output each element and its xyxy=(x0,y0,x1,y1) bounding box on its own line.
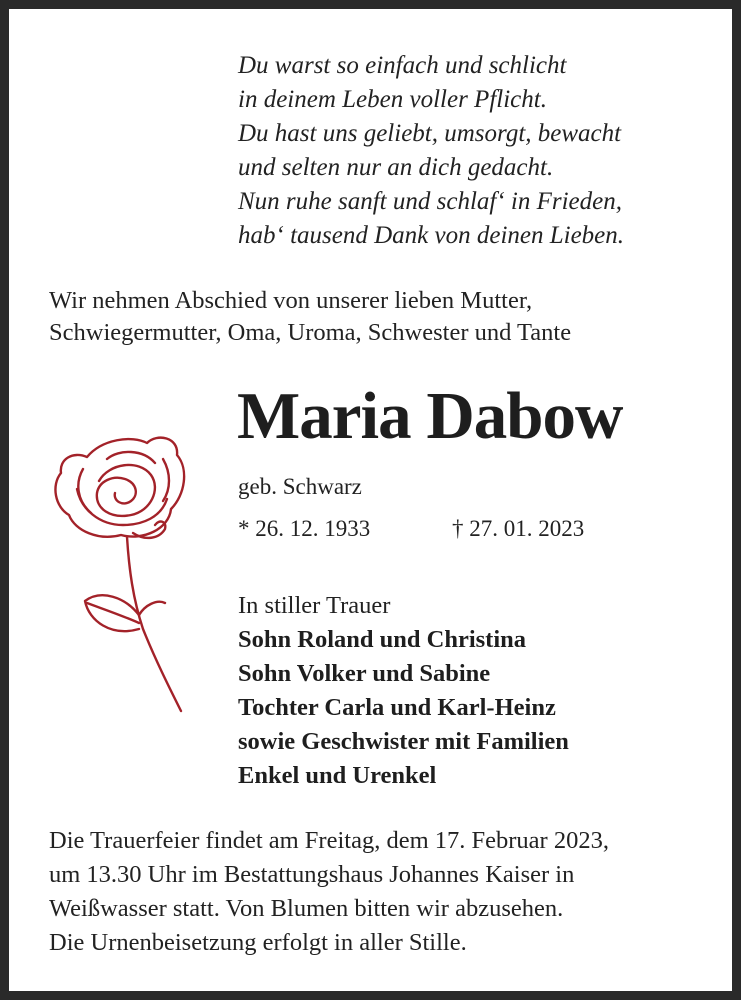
deceased-name: Maria Dabow xyxy=(237,379,623,453)
poem-line: und selten nur an dich gedacht. xyxy=(238,154,554,181)
poem-line: hab‘ tausend Dank von deinen Lieben. xyxy=(238,222,625,249)
mourner-entry: Sohn Roland und Christina xyxy=(238,626,527,653)
mourner-entry: Sohn Volker und Sabine xyxy=(238,660,491,687)
rose-icon xyxy=(47,429,197,719)
mourner-entry: Enkel und Urenkel xyxy=(238,762,437,789)
death-date: † 27. 01. 2023 xyxy=(452,516,585,541)
mourner-entry: Tochter Carla und Karl-Heinz xyxy=(238,694,556,721)
funeral-notice xyxy=(49,824,609,960)
poem-line: Nun ruhe sanft und schlaf‘ in Frieden, xyxy=(238,188,622,215)
life-dates xyxy=(238,516,585,542)
poem-line: Du hast uns geliebt, umsorgt, bewacht xyxy=(238,120,622,147)
poem xyxy=(238,49,624,253)
birth-name: geb. Schwarz xyxy=(238,474,362,499)
notice-line: Die Trauerfeier findet am Freitag, dem 17. Februar 2023, xyxy=(49,827,609,854)
birth-date: * 26. 12. 1933 xyxy=(238,516,371,541)
mourners-heading: In stiller Trauer xyxy=(238,592,391,619)
mourner-entry: sowie Geschwister mit Familien xyxy=(238,728,569,755)
mourners-block xyxy=(238,589,569,793)
poem-line: in deinem Leben voller Pflicht. xyxy=(238,86,547,113)
poem-line: Du warst so einfach und schlicht xyxy=(238,52,567,79)
notice-line: Die Urnenbeisetzung erfolgt in aller Stille. xyxy=(49,929,467,956)
intro-line: Wir nehmen Abschied von unserer lieben Mutter, xyxy=(49,287,533,314)
notice-line: Weißwasser statt. Von Blumen bitten wir abzusehen. xyxy=(49,895,564,922)
notice-line: um 13.30 Uhr im Bestattungshaus Johannes Kaiser in xyxy=(49,861,575,888)
farewell-intro xyxy=(49,285,571,349)
intro-line: Schwiegermutter, Oma, Uroma, Schwester und Tante xyxy=(49,319,572,346)
